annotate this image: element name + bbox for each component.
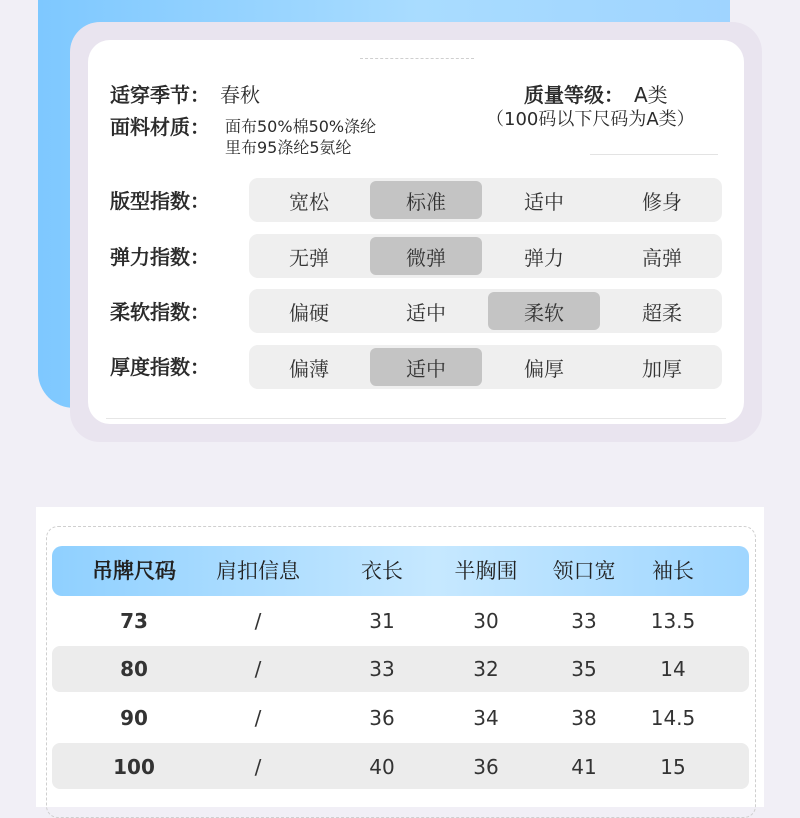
fit-option-loose: 宽松	[289, 189, 329, 214]
elasticity-option-slight: 微弹	[370, 237, 482, 275]
cell-tag-size: 100	[113, 755, 155, 779]
cell-sleeve: 14.5	[650, 706, 696, 730]
cell-length: 36	[369, 706, 395, 730]
cell-neck-width: 38	[571, 706, 597, 730]
cell-sleeve: 14	[660, 657, 686, 681]
fit-option-slim: 修身	[642, 189, 682, 214]
season-label: 适穿季节：	[110, 83, 210, 107]
table-row	[52, 743, 749, 789]
cell-shoulder: /	[254, 609, 262, 633]
cell-half-chest: 36	[473, 755, 499, 779]
elasticity-index-label: 弹力指数：	[110, 245, 210, 269]
thickness-index-options	[249, 345, 722, 389]
grade-label: 质量等级：	[524, 83, 624, 107]
season-value: 春秋	[220, 83, 260, 107]
grade-note: （100码以下尺码为A类）	[486, 109, 695, 130]
size-table-header	[52, 546, 749, 596]
softness-index-label: 柔软指数：	[110, 300, 210, 324]
header-sleeve: 袖长	[652, 559, 694, 583]
fit-index-options	[249, 178, 722, 222]
cell-sleeve: 13.5	[650, 609, 696, 633]
fabric-line-lining: 里布95涤纶5氨纶	[225, 138, 352, 157]
divider-grade	[590, 154, 718, 155]
cell-shoulder: /	[254, 755, 262, 779]
fit-index-label: 版型指数：	[110, 189, 210, 213]
softness-option-extra: 超柔	[642, 300, 682, 325]
header-neck-width: 领口宽	[552, 559, 616, 583]
header-length: 衣长	[361, 559, 403, 583]
cell-length: 40	[369, 755, 395, 779]
table-row	[52, 646, 749, 692]
fabric-label: 面料材质：	[110, 115, 210, 139]
header-half-chest: 半胸围	[454, 559, 518, 583]
cell-half-chest: 32	[473, 657, 499, 681]
header-tag-size: 吊牌尺码	[92, 559, 176, 583]
grade-value: A类	[634, 83, 668, 107]
cell-sleeve: 15	[660, 755, 686, 779]
softness-option-stiff: 偏硬	[289, 300, 329, 325]
fit-option-medium: 适中	[524, 189, 564, 214]
softness-option-medium: 适中	[406, 300, 446, 325]
cell-tag-size: 73	[120, 609, 148, 633]
softness-index-options	[249, 289, 722, 333]
fabric-line-outer: 面布50%棉50%涤纶	[225, 117, 377, 136]
elasticity-option-stretch: 弹力	[524, 245, 564, 270]
softness-option-soft: 柔软	[488, 292, 600, 330]
cell-shoulder: /	[254, 657, 262, 681]
elasticity-index-options	[249, 234, 722, 278]
divider-bottom	[106, 418, 726, 419]
cell-half-chest: 30	[473, 609, 499, 633]
cell-neck-width: 41	[571, 755, 597, 779]
thickness-option-thin: 偏薄	[289, 356, 329, 381]
cell-tag-size: 80	[120, 657, 148, 681]
elasticity-option-none: 无弹	[289, 245, 329, 270]
table-row	[52, 695, 749, 741]
fit-option-standard: 标准	[370, 181, 482, 219]
elasticity-option-high: 高弹	[642, 245, 682, 270]
cell-length: 33	[369, 657, 395, 681]
header-shoulder: 肩扣信息	[216, 559, 300, 583]
thickness-index-label: 厚度指数：	[110, 355, 210, 379]
cell-length: 31	[369, 609, 395, 633]
thickness-option-extra: 加厚	[642, 356, 682, 381]
cell-half-chest: 34	[473, 706, 499, 730]
cell-tag-size: 90	[120, 706, 148, 730]
cell-shoulder: /	[254, 706, 262, 730]
thickness-option-medium: 适中	[370, 348, 482, 386]
divider-top	[360, 58, 474, 59]
thickness-option-thick: 偏厚	[524, 356, 564, 381]
table-row	[52, 598, 749, 644]
cell-neck-width: 35	[571, 657, 597, 681]
cell-neck-width: 33	[571, 609, 597, 633]
